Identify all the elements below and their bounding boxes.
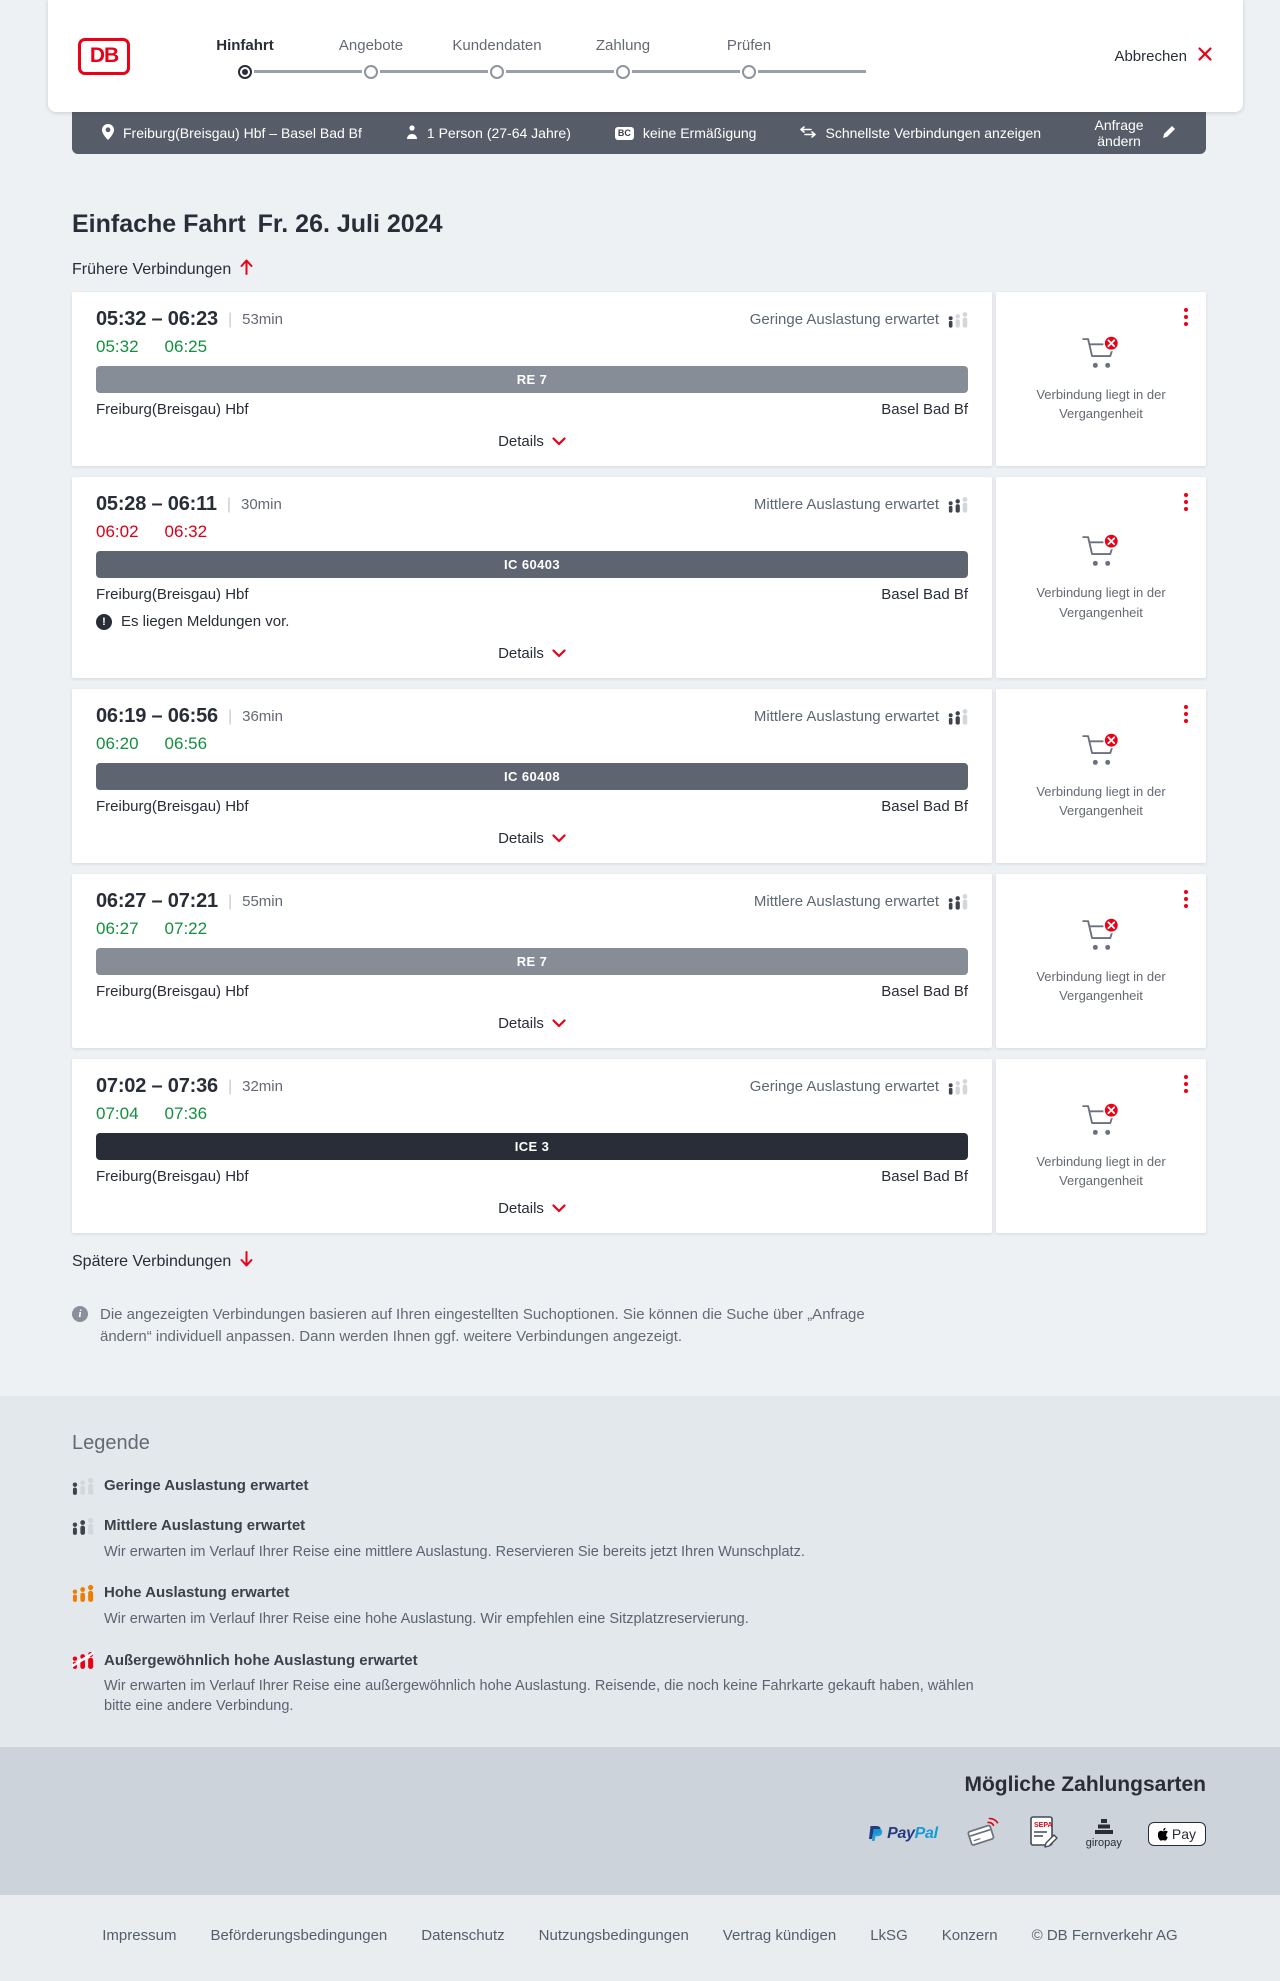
legend-item-label: Mittlere Auslastung erwartet [104, 1517, 306, 1534]
db-logo: DB [78, 38, 130, 75]
arrow-up-icon [240, 259, 253, 280]
cart-unavailable-icon [1081, 917, 1121, 957]
chevron-down-icon [552, 1015, 566, 1032]
main-content [72, 210, 1206, 1348]
connection-row [72, 689, 1206, 863]
chevron-down-icon [552, 830, 566, 847]
footer-link[interactable]: Datenschutz [421, 1926, 505, 1944]
connection-duration: 30min [241, 496, 282, 513]
separator: | [227, 310, 233, 328]
occupancy-status [754, 893, 968, 910]
stations-row [96, 586, 968, 603]
origin-station: Freiburg(Breisgau) Hbf [96, 1168, 249, 1185]
pencil-icon [1162, 125, 1176, 142]
sort-option[interactable]: Schnellste Verbindungen anzeigen [800, 125, 1041, 141]
departure-time: 06:27 [96, 919, 139, 938]
train-label-bar [96, 763, 968, 790]
connection-time-range: 05:32 – 06:23 [96, 308, 218, 330]
legend-item-description: Wir erwarten im Verlauf Ihrer Reise eine außergewöhnlich hohe Auslastung. Reisende, die noch keine Fahrkarte gekauft haben, wählen bitte eine andere Verbindung. [104, 1678, 974, 1715]
alert-icon: ! [96, 614, 112, 630]
connection-card [72, 874, 992, 1048]
map-pin-icon [102, 124, 114, 143]
connection-side-card [996, 689, 1206, 863]
stations-row [96, 983, 968, 1000]
legend-item-description: Wir erwarten im Verlauf Ihrer Reise eine mittlere Auslastung. Reservieren Sie bereits jetzt Ihren Wunschplatz. [104, 1543, 805, 1560]
footer-link[interactable]: Beförderungsbedingungen [210, 1926, 388, 1944]
legend-item [72, 1651, 1206, 1717]
paypal-logo: PayPal [868, 1825, 938, 1843]
train-number: IC 60403 [504, 557, 560, 572]
footer-link[interactable]: LkSG [870, 1926, 908, 1944]
connection-row [72, 292, 1206, 466]
cart-unavailable-icon [1081, 335, 1121, 375]
giropay-icon: giropay [1086, 1819, 1122, 1849]
legend-item [72, 1584, 1206, 1629]
occupancy-label: Mittlere Auslastung erwartet [753, 708, 939, 725]
progress-step-dot [238, 65, 252, 79]
occupancy-icon [948, 893, 968, 910]
stations-row [96, 798, 968, 815]
details-button[interactable]: Details [492, 826, 572, 851]
chevron-down-icon [552, 433, 566, 450]
payment-section [0, 1747, 1280, 1895]
origin-station: Freiburg(Breisgau) Hbf [96, 401, 249, 418]
info-icon: i [72, 1306, 88, 1322]
later-connections-link[interactable]: Spätere Verbindungen [72, 1251, 253, 1272]
arrival-time: 06:25 [164, 337, 208, 356]
kebab-menu-button[interactable] [1181, 1072, 1191, 1096]
search-options-note [72, 1304, 1206, 1348]
destination-station: Basel Bad Bf [881, 983, 968, 1000]
footer-link[interactable]: Vertrag kündigen [722, 1926, 837, 1944]
arrival-time: 06:56 [164, 734, 208, 753]
connection-card [72, 1059, 992, 1233]
destination-station: Basel Bad Bf [881, 401, 968, 418]
progress-step-dot [742, 65, 756, 79]
connection-side-card [996, 874, 1206, 1048]
details-button[interactable]: Details [492, 1011, 572, 1036]
sepa-mandate-icon [1026, 1815, 1060, 1854]
progress-step[interactable] [686, 37, 812, 79]
connection-row [72, 477, 1206, 678]
stop-times [96, 337, 968, 357]
cancel-label: Abbrechen [1114, 47, 1187, 65]
edit-request-button[interactable]: Anfrage ändern [1085, 117, 1176, 149]
progress-step[interactable] [308, 37, 434, 79]
connection-message: ! Es liegen Meldungen vor. [96, 613, 968, 630]
svg-text:SEPA: SEPA [1033, 1821, 1053, 1829]
footer-link[interactable]: Konzern [941, 1926, 998, 1944]
occupancy-icon [948, 1078, 968, 1095]
train-label-bar [96, 551, 968, 578]
payment-title: Mögliche Zahlungsarten [964, 1772, 1206, 1796]
kebab-menu-button[interactable] [1181, 887, 1191, 911]
details-button[interactable]: Details [492, 429, 572, 454]
discount-summary: BC keine Ermäßigung [615, 125, 757, 141]
footer [0, 1895, 1280, 1981]
occupancy-status [750, 311, 968, 328]
payment-methods [868, 1815, 1206, 1854]
legend-title: Legende [72, 1431, 150, 1454]
copyright: © DB Fernverkehr AG [1031, 1926, 1178, 1944]
legend-item-label: Außergewöhnlich hohe Auslastung erwartet [104, 1651, 418, 1669]
train-label-bar [96, 948, 968, 975]
info-text: Die angezeigten Verbindungen basieren auf Ihren eingestellten Suchoptionen. Sie können die Suche über „Anfrage ändern“ individuell anpassen. Dann werden Ihnen ggf. weitere Verbindungen angezeigt. [100, 1306, 865, 1345]
stop-times [96, 734, 968, 754]
progress-step-label: Hinfahrt [216, 37, 274, 54]
connection-side-card [996, 477, 1206, 678]
destination-station: Basel Bad Bf [881, 586, 968, 603]
connection-duration: 36min [242, 708, 283, 725]
progress-step-label: Kundendaten [452, 37, 542, 54]
separator: | [227, 1077, 233, 1095]
origin-station: Freiburg(Breisgau) Hbf [96, 586, 249, 603]
chevron-down-icon [552, 645, 566, 662]
page-title [72, 210, 1206, 239]
connection-row [72, 874, 1206, 1048]
separator: | [227, 892, 233, 910]
kebab-menu-button[interactable] [1181, 305, 1191, 329]
departure-time: 05:32 [96, 337, 139, 356]
footer-link[interactable]: Impressum [102, 1926, 177, 1944]
separator: | [226, 495, 231, 513]
connection-time-range: 06:27 – 07:21 [96, 890, 218, 912]
connection-side-card [996, 292, 1206, 466]
departure-time: 07:04 [96, 1104, 139, 1123]
cancel-button[interactable] [1114, 46, 1213, 66]
details-button[interactable]: Details [492, 641, 572, 666]
occupancy-label: Geringe Auslastung erwartet [749, 1078, 939, 1095]
occupancy-icon [948, 708, 968, 725]
legend-item-label: Geringe Auslastung erwartet [104, 1477, 309, 1494]
credit-card-icon [964, 1815, 1000, 1854]
departure-time: 06:02 [96, 522, 139, 541]
connection-time-range: 05:28 – 06:11 [96, 493, 217, 515]
legend-item [72, 1477, 1206, 1495]
origin-station: Freiburg(Breisgau) Hbf [96, 798, 249, 815]
close-icon [1197, 46, 1213, 66]
connection-duration: 32min [242, 1078, 283, 1095]
bahncard-icon: BC [615, 127, 634, 140]
footer-link[interactable]: Nutzungsbedingungen [538, 1926, 689, 1944]
arrival-time: 06:32 [164, 522, 208, 541]
departure-time: 06:20 [96, 734, 139, 753]
connection-duration: 55min [242, 893, 283, 910]
connections-list [72, 292, 1206, 1233]
stop-times [96, 919, 968, 939]
search-summary-bar [72, 112, 1206, 154]
connection-unavailable-note: Verbindung liegt in der Vergangenheit [1036, 1153, 1166, 1188]
connection-row [72, 1059, 1206, 1233]
progress-step-label: Prüfen [726, 37, 772, 54]
destination-station: Basel Bad Bf [881, 1168, 968, 1185]
route-summary: Freiburg(Breisgau) Hbf – Basel Bad Bf [102, 124, 362, 143]
progress-step[interactable] [182, 37, 308, 79]
stations-row [96, 1168, 968, 1185]
arrival-time: 07:36 [164, 1104, 208, 1123]
cart-unavailable-icon [1081, 533, 1121, 573]
details-button[interactable]: Details [492, 1196, 572, 1221]
occupancy-label: Mittlere Auslastung erwartet [753, 496, 939, 513]
person-icon [406, 125, 418, 142]
legend-item-description: Wir erwarten im Verlauf Ihrer Reise eine hohe Auslastung. Wir empfehlen eine Sitzplatzreservierung. [104, 1610, 749, 1627]
stop-times [96, 1104, 968, 1124]
origin-station: Freiburg(Breisgau) Hbf [96, 983, 249, 1000]
trip-type: Einfache Fahrt [72, 210, 246, 238]
cart-unavailable-icon [1081, 1102, 1121, 1142]
destination-station: Basel Bad Bf [881, 798, 968, 815]
swap-arrows-icon [800, 125, 816, 141]
occupancy-status [750, 1078, 968, 1095]
chevron-down-icon [552, 1200, 566, 1217]
occupancy-status [754, 496, 968, 513]
progress-step-label: Angebote [338, 37, 404, 54]
stations-row [96, 401, 968, 418]
progress-step[interactable] [560, 37, 686, 79]
app-header [48, 0, 1243, 112]
occupancy-status [754, 708, 968, 725]
connection-unavailable-note: Verbindung liegt in der Vergangenheit [1036, 783, 1166, 818]
connection-unavailable-note: Verbindung liegt in der Vergangenheit [1036, 386, 1166, 421]
kebab-menu-button[interactable] [1181, 702, 1191, 726]
train-label-bar [96, 366, 968, 393]
connection-time-range: 06:19 – 06:56 [96, 705, 218, 727]
occupancy-icon [948, 496, 968, 513]
progress-step[interactable] [434, 37, 560, 79]
passenger-summary: 1 Person (27-64 Jahre) [406, 125, 571, 142]
occupancy-label: Mittlere Auslastung erwartet [753, 893, 939, 910]
connection-unavailable-note: Verbindung liegt in der Vergangenheit [1036, 968, 1166, 1003]
connection-duration: 53min [242, 311, 283, 328]
connection-time-range: 07:02 – 07:36 [96, 1075, 218, 1097]
progress-step-dot [490, 65, 504, 79]
legend-item [72, 1517, 1206, 1562]
connection-card [72, 689, 992, 863]
progress-step-dot [616, 65, 630, 79]
footer-links [0, 1927, 1280, 1944]
train-number: RE 7 [516, 954, 548, 969]
occupancy-icon [72, 1517, 94, 1535]
connection-unavailable-note: Verbindung liegt in der Vergangenheit [1036, 585, 1166, 620]
occupancy-icon [72, 1584, 94, 1602]
occupancy-icon [72, 1651, 94, 1669]
cart-unavailable-icon [1081, 732, 1121, 772]
train-number: ICE 3 [514, 1139, 550, 1154]
train-number: IC 60408 [504, 769, 560, 784]
legend-section [0, 1396, 1280, 1747]
legend-item-label: Hohe Auslastung erwartet [104, 1584, 290, 1602]
train-number: RE 7 [516, 372, 548, 387]
trip-date: Fr. 26. Juli 2024 [257, 210, 443, 238]
connection-card [72, 477, 992, 678]
apple-pay-icon: Pay [1148, 1822, 1206, 1846]
occupancy-icon [948, 311, 968, 328]
separator: | [227, 707, 233, 725]
connection-card [72, 292, 992, 466]
occupancy-icon [72, 1477, 94, 1495]
progress-step-label: Zahlung [595, 37, 651, 54]
progress-step-dot [364, 65, 378, 79]
arrow-down-icon [240, 1251, 253, 1272]
kebab-menu-button[interactable] [1181, 490, 1191, 514]
arrival-time: 07:22 [164, 919, 208, 938]
stop-times [96, 522, 968, 542]
progress-stepper [182, 37, 812, 79]
occupancy-label: Geringe Auslastung erwartet [749, 311, 939, 328]
connection-side-card [996, 1059, 1206, 1233]
earlier-connections-link[interactable]: Frühere Verbindungen [72, 259, 253, 280]
train-label-bar [96, 1133, 968, 1160]
